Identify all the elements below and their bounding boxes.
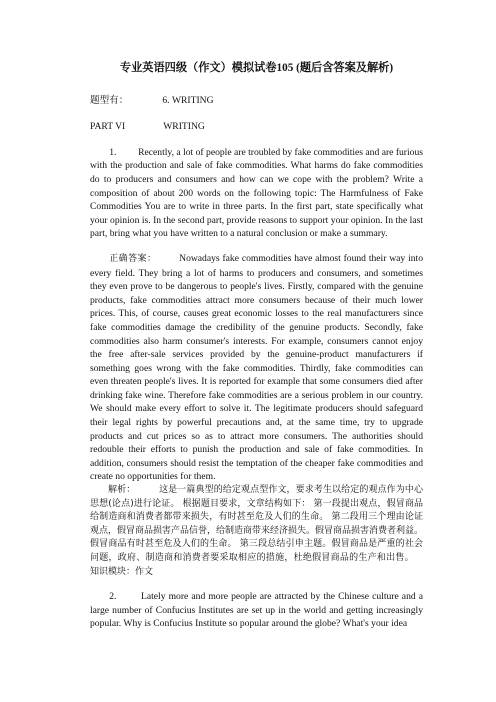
question-1-number: 1.: [109, 146, 117, 158]
part-value: WRITING: [163, 121, 205, 133]
answer-label: 正确答案：: [109, 253, 157, 264]
question-1-text: Recently, a lot of people are troubled by fake commodities and are furious with the production and sale of fake commodities. What harms do fake commodities do to producers and consumers and how can we cope with the problem? Write a composition of about 200 words on the following topic: The Harmfulness of Fake Commodities You are to write in three parts. In the first part, state specifically what your opinion is. In the second part, provide reasons to support your opinion. In the last part, bring what you have written to a natural conclusion or make a summary.: [90, 146, 423, 240]
part-label: PART VI: [90, 121, 126, 133]
answer-text: Nowadays fake commodities have almost found their way into every field. They bring a lot of harms to producers and consumers, and sometimes they even prove to be dangerous to people's lives. Firstly, compared with the genuine products, fake commodities attract more consumers because of their much lower prices. This, of course, causes great economic losses to the real manufacturers since fake commodities damage the credibility of the genuine products. Secondly, fake commodities also harm consumer's interests. For example, consumers cannot enjoy the free after-sale services provided by the genuine-product manufacturers if something goes wrong with the fake commodities. Thirdly, fake commodities can even threaten people's lives. It is reported for example that some consumers died after drinking fake wine. Therefore fake commodities are a serious problem in our country. We should make every effort to solve it. The legitimate producers should safeguard their legal rights by powerful precautions and, at the same time, try to upgrade products and cut prices so as to attract more consumers. The authorities should redouble their efforts to punish the production and sale of fake commodities. In addition, consumers should resist the temptation of the cheaper fake commodities and create no opportunities for them.: [90, 252, 423, 483]
question-type-value: 6. WRITING: [162, 94, 214, 106]
question-1: [90, 146, 423, 241]
answer-block: [90, 252, 423, 484]
knowledge-module: 知识模块：作文: [90, 566, 154, 577]
question-type-line: [90, 94, 423, 108]
analysis-text: 这是一篇典型的给定观点型作文，要求考生以给定的观点作为中心思想(论点)进行论证。 根据题目要求，文章结构如下： 第一段提出观点，假冒商品给制造商和消费者都带来损失，有时甚至危及人们的生命。 第二段用三个理由论证观点，假冒商品损害产品信誉，给制造商带来经济损失。假冒商品损害消费者利益。假冒商品有时甚至危及人们的生命。 第三段总结引申主题。假冒商品是严重的社会问题，政府、制造商和消费者要采取相应的措施，杜绝假冒商品的生产和出售。: [90, 485, 424, 563]
document-title: 专业英语四级（作文）模拟试卷105 (题后含答案及解析): [119, 62, 394, 74]
analysis-label: 解析：: [108, 485, 136, 496]
part-heading: [90, 120, 423, 134]
question-2-number: 2.: [109, 591, 117, 603]
question-type-label: 题型有：: [90, 94, 129, 106]
question-2: [90, 590, 423, 631]
question-2-text: Lately more and more people are attracted by the Chinese culture and a large number of Confucius Institutes are set up in the world and getting increasingly popular. Why is Confucius Institute so popular around the globe? What's your idea: [90, 591, 423, 630]
analysis-block: [90, 484, 423, 579]
